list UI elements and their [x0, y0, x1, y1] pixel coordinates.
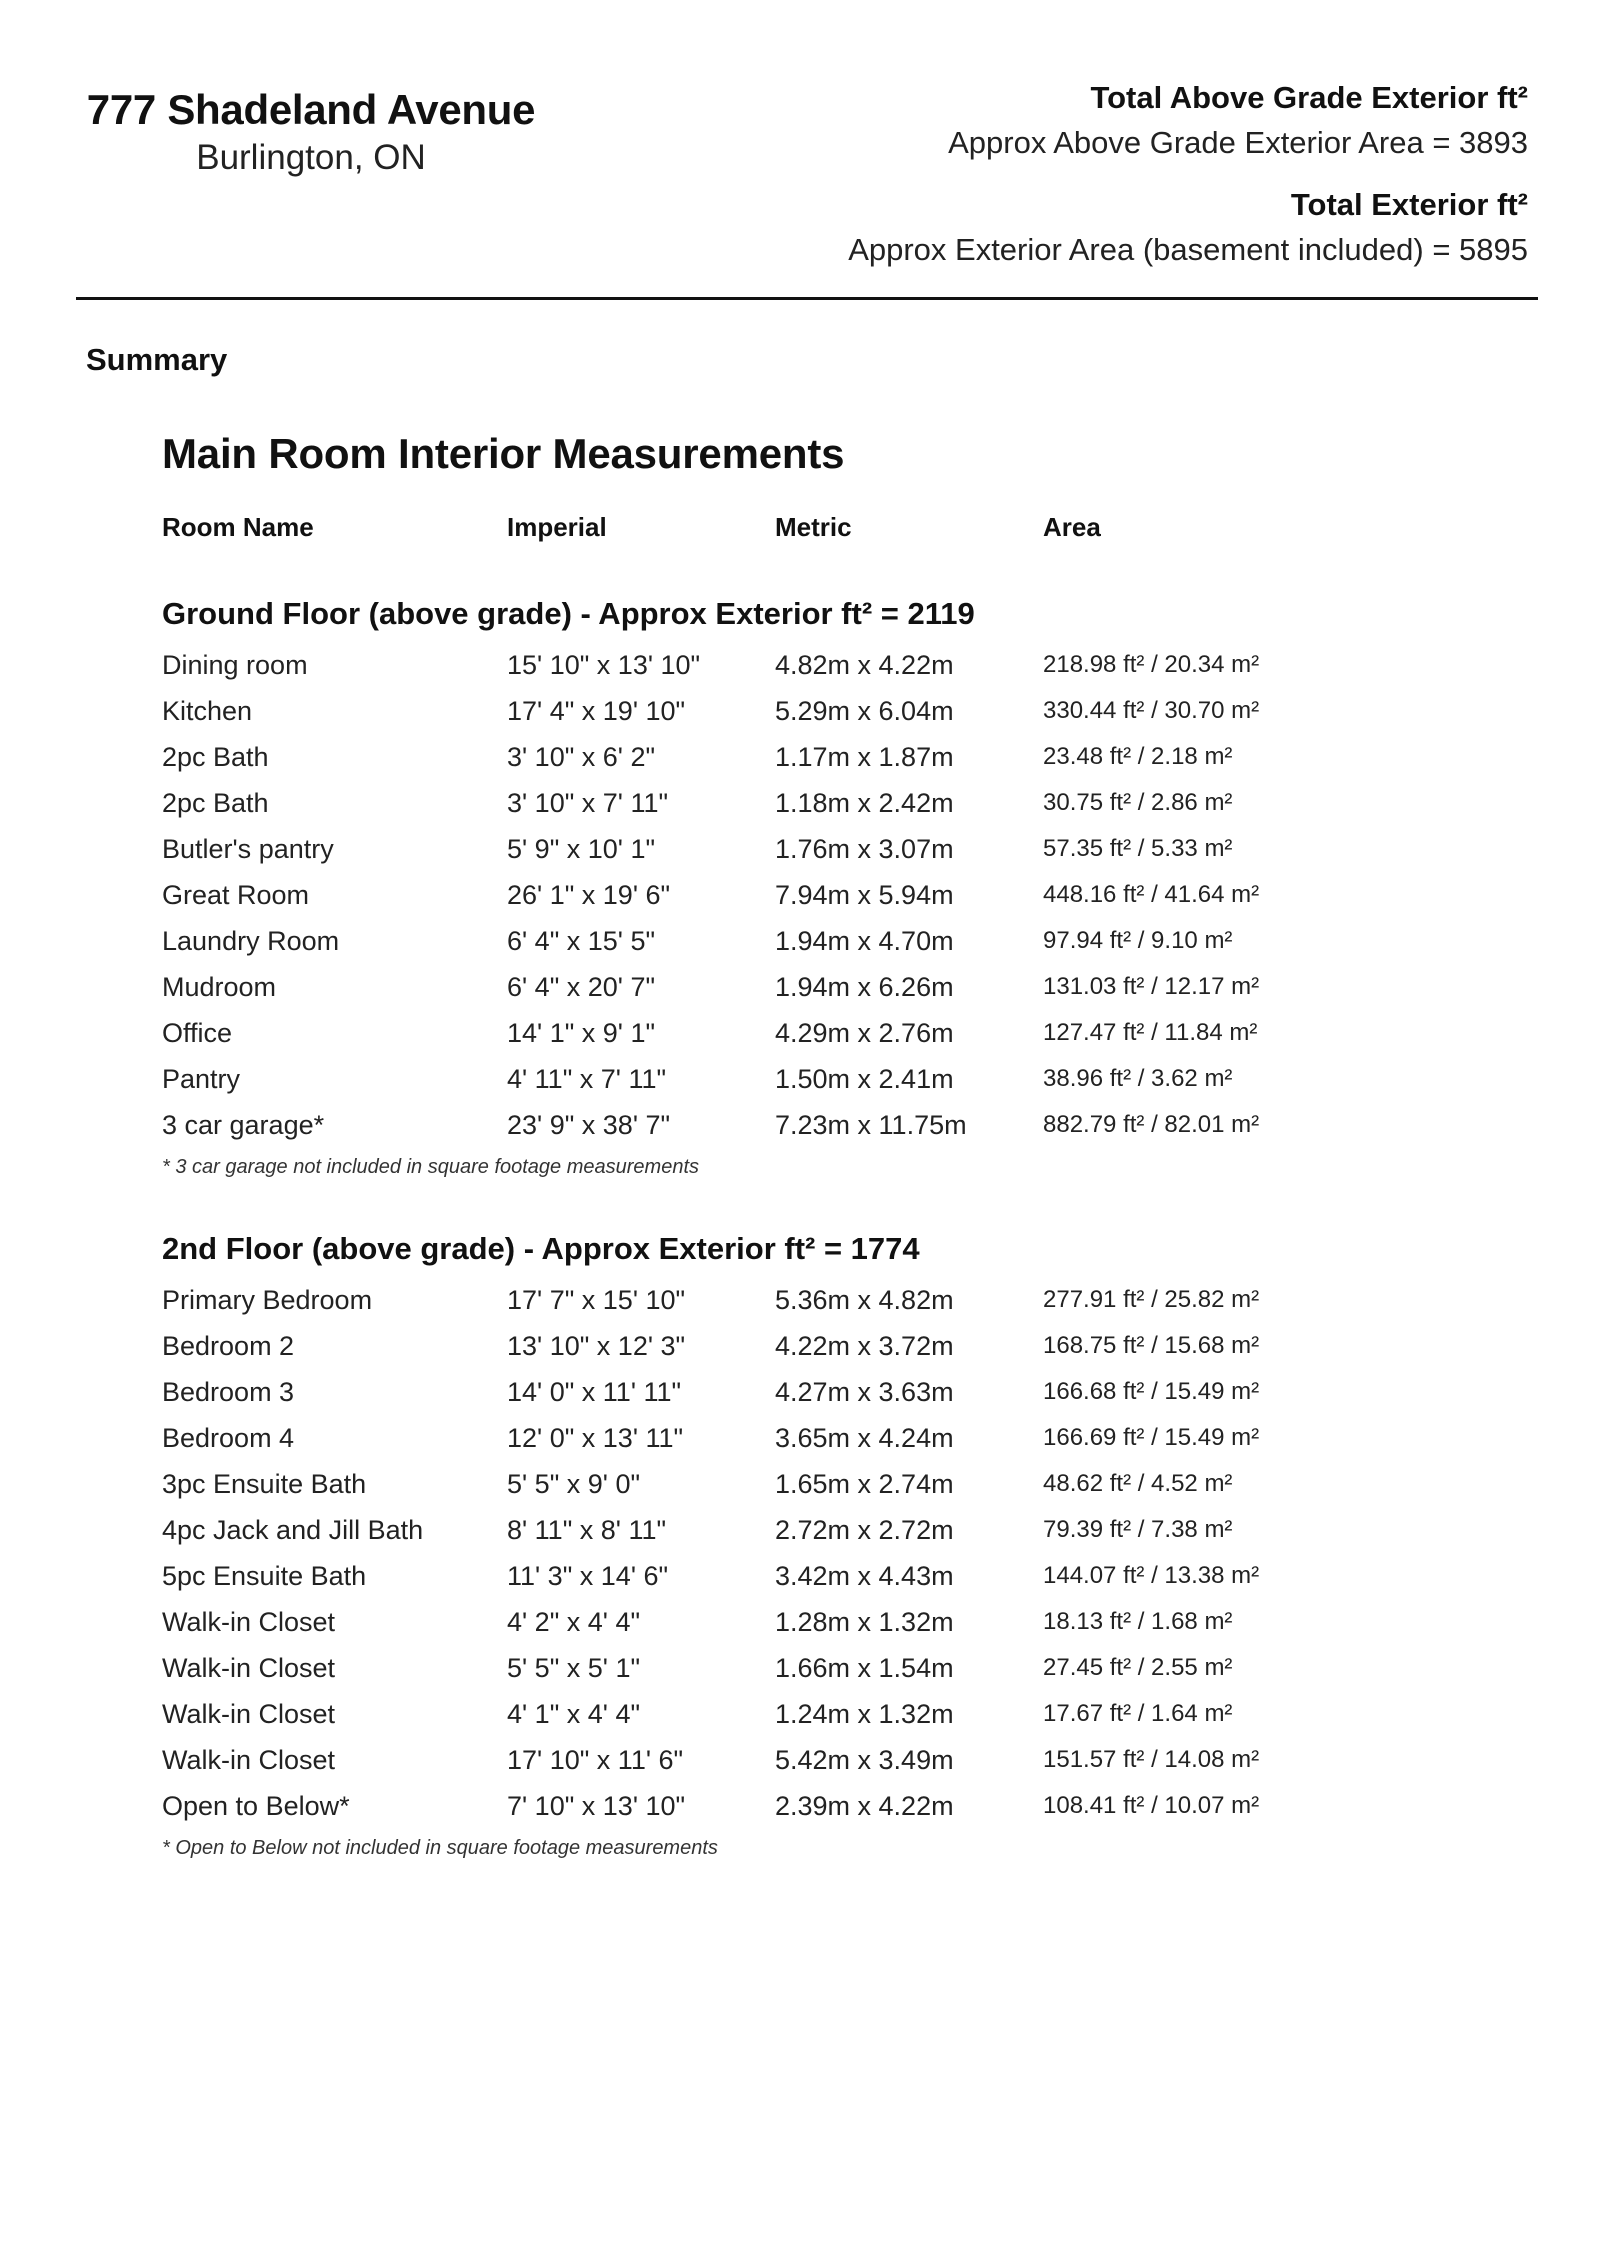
metric-dimensions: 5.36m x 4.82m [775, 1285, 954, 1315]
table-row [162, 872, 1462, 918]
room-area: 79.39 ft² / 7.38 m² [1043, 1516, 1233, 1543]
floor-title: 2nd Floor (above grade) - Approx Exterior ft² = 1774 [162, 1231, 920, 1266]
metric-dimensions: 4.29m x 2.76m [775, 1018, 954, 1048]
metric-dimensions: 2.72m x 2.72m [775, 1515, 954, 1545]
metric-dimensions: 1.17m x 1.87m [775, 742, 954, 772]
room-name: Open to Below* [162, 1791, 350, 1821]
measurements-section [162, 430, 1462, 1860]
column-header-imperial: Imperial [507, 512, 607, 542]
imperial-dimensions: 17' 7" x 15' 10" [507, 1285, 686, 1315]
room-name: Dining room [162, 650, 308, 680]
floor-title: Ground Floor (above grade) - Approx Exterior ft² = 2119 [162, 596, 975, 631]
table-row [162, 1645, 1462, 1691]
table-row [162, 734, 1462, 780]
floor-ground [162, 596, 1462, 1179]
metric-dimensions: 1.94m x 6.26m [775, 972, 954, 1002]
table-row [162, 780, 1462, 826]
room-list [162, 1277, 1462, 1829]
room-name: 3 car garage* [162, 1110, 325, 1140]
room-name: Bedroom 3 [162, 1377, 295, 1407]
metric-dimensions: 3.42m x 4.43m [775, 1561, 954, 1591]
table-row [162, 1323, 1462, 1369]
imperial-dimensions: 17' 4" x 19' 10" [507, 696, 686, 726]
room-area: 48.62 ft² / 4.52 m² [1043, 1470, 1233, 1497]
imperial-dimensions: 8' 11" x 8' 11" [507, 1515, 667, 1545]
metric-dimensions: 1.65m x 2.74m [775, 1469, 954, 1499]
room-name: 2pc Bath [162, 742, 269, 772]
metric-dimensions: 1.50m x 2.41m [775, 1064, 954, 1094]
totals-block [848, 80, 1528, 268]
metric-dimensions: 4.82m x 4.22m [775, 650, 954, 680]
room-area: 17.67 ft² / 1.64 m² [1043, 1700, 1233, 1727]
imperial-dimensions: 15' 10" x 13' 10" [507, 650, 701, 680]
room-area: 23.48 ft² / 2.18 m² [1043, 743, 1233, 770]
room-area: 168.75 ft² / 15.68 m² [1043, 1332, 1260, 1359]
room-area: 38.96 ft² / 3.62 m² [1043, 1065, 1233, 1092]
imperial-dimensions: 5' 5" x 5' 1" [507, 1653, 641, 1683]
table-row [162, 1599, 1462, 1645]
room-name: Walk-in Closet [162, 1653, 336, 1683]
imperial-dimensions: 6' 4" x 20' 7" [507, 972, 656, 1002]
header-divider [76, 297, 1538, 300]
table-row [162, 1102, 1462, 1148]
metric-dimensions: 5.42m x 3.49m [775, 1745, 954, 1775]
imperial-dimensions: 4' 1" x 4' 4" [507, 1699, 641, 1729]
room-name: 4pc Jack and Jill Bath [162, 1515, 424, 1545]
room-area: 18.13 ft² / 1.68 m² [1043, 1608, 1233, 1635]
total-exterior-heading: Total Exterior ft² [1290, 187, 1528, 222]
room-name: 5pc Ensuite Bath [162, 1561, 367, 1591]
room-name: Kitchen [162, 696, 253, 726]
table-row [162, 918, 1462, 964]
above-grade-value: Approx Above Grade Exterior Area = 3893 [948, 125, 1528, 160]
room-area: 108.41 ft² / 10.07 m² [1043, 1792, 1260, 1819]
column-header-area: Area [1043, 512, 1101, 542]
above-grade-heading: Total Above Grade Exterior ft² [1090, 80, 1528, 115]
imperial-dimensions: 4' 2" x 4' 4" [507, 1607, 641, 1637]
table-row [162, 1010, 1462, 1056]
imperial-dimensions: 12' 0" x 13' 11" [507, 1423, 684, 1453]
imperial-dimensions: 11' 3" x 14' 6" [507, 1561, 669, 1591]
table-row [162, 1056, 1462, 1102]
room-name: Laundry Room [162, 926, 340, 956]
table-row [162, 1461, 1462, 1507]
imperial-dimensions: 14' 0" x 11' 11" [507, 1377, 682, 1407]
metric-dimensions: 1.76m x 3.07m [775, 834, 954, 864]
floor-note: * 3 car garage not included in square footage measurements [162, 1156, 700, 1178]
metric-dimensions: 1.66m x 1.54m [775, 1653, 954, 1683]
summary-label: Summary [86, 342, 228, 377]
imperial-dimensions: 4' 11" x 7' 11" [507, 1064, 667, 1094]
room-area: 448.16 ft² / 41.64 m² [1043, 881, 1260, 908]
city: Burlington, ON [196, 138, 426, 177]
room-area: 127.47 ft² / 11.84 m² [1043, 1019, 1258, 1046]
room-area: 30.75 ft² / 2.86 m² [1043, 789, 1233, 816]
room-name: Primary Bedroom [162, 1285, 373, 1315]
metric-dimensions: 1.24m x 1.32m [775, 1699, 954, 1729]
metric-dimensions: 1.94m x 4.70m [775, 926, 954, 956]
imperial-dimensions: 5' 5" x 9' 0" [507, 1469, 641, 1499]
metric-dimensions: 5.29m x 6.04m [775, 696, 954, 726]
column-headers [162, 512, 1462, 548]
room-area: 27.45 ft² / 2.55 m² [1043, 1654, 1233, 1681]
metric-dimensions: 1.18m x 2.42m [775, 788, 954, 818]
metric-dimensions: 7.94m x 5.94m [775, 880, 954, 910]
table-row [162, 1691, 1462, 1737]
imperial-dimensions: 3' 10" x 6' 2" [507, 742, 656, 772]
room-name: 3pc Ensuite Bath [162, 1469, 367, 1499]
room-area: 330.44 ft² / 30.70 m² [1043, 697, 1260, 724]
imperial-dimensions: 3' 10" x 7' 11" [507, 788, 669, 818]
imperial-dimensions: 5' 9" x 10' 1" [507, 834, 656, 864]
table-row [162, 688, 1462, 734]
table-row [162, 1415, 1462, 1461]
room-name: Mudroom [162, 972, 277, 1002]
room-name: Butler's pantry [162, 834, 334, 864]
room-name: Bedroom 2 [162, 1331, 295, 1361]
room-area: 166.68 ft² / 15.49 m² [1043, 1378, 1260, 1405]
imperial-dimensions: 23' 9" x 38' 7" [507, 1110, 671, 1140]
room-area: 151.57 ft² / 14.08 m² [1043, 1746, 1260, 1773]
imperial-dimensions: 17' 10" x 11' 6" [507, 1745, 684, 1775]
imperial-dimensions: 7' 10" x 13' 10" [507, 1791, 686, 1821]
imperial-dimensions: 13' 10" x 12' 3" [507, 1331, 686, 1361]
street-address: 777 Shadeland Avenue [86, 86, 536, 133]
table-row [162, 1277, 1462, 1323]
metric-dimensions: 1.28m x 1.32m [775, 1607, 954, 1637]
imperial-dimensions: 6' 4" x 15' 5" [507, 926, 656, 956]
room-area: 166.69 ft² / 15.49 m² [1043, 1424, 1260, 1451]
metric-dimensions: 2.39m x 4.22m [775, 1791, 954, 1821]
room-area: 218.98 ft² / 20.34 m² [1043, 651, 1260, 678]
total-exterior-value: Approx Exterior Area (basement included) = 5895 [848, 232, 1528, 267]
room-area: 57.35 ft² / 5.33 m² [1043, 835, 1233, 862]
table-row [162, 826, 1462, 872]
section-title: Main Room Interior Measurements [162, 430, 845, 477]
table-row [162, 642, 1462, 688]
floor-note: * Open to Below not included in square footage measurements [162, 1837, 718, 1859]
room-name: Pantry [162, 1064, 241, 1094]
metric-dimensions: 7.23m x 11.75m [775, 1110, 967, 1140]
room-name: Great Room [162, 880, 310, 910]
room-list [162, 642, 1462, 1148]
room-name: Walk-in Closet [162, 1745, 336, 1775]
room-name: 2pc Bath [162, 788, 269, 818]
column-header-room-name: Room Name [162, 512, 314, 542]
metric-dimensions: 4.22m x 3.72m [775, 1331, 954, 1361]
room-name: Bedroom 4 [162, 1423, 295, 1453]
column-header-metric: Metric [775, 512, 852, 542]
room-area: 882.79 ft² / 82.01 m² [1043, 1111, 1260, 1138]
room-area: 131.03 ft² / 12.17 m² [1043, 973, 1260, 1000]
metric-dimensions: 4.27m x 3.63m [775, 1377, 954, 1407]
imperial-dimensions: 14' 1" x 9' 1" [507, 1018, 656, 1048]
room-name: Office [162, 1018, 233, 1048]
table-row [162, 1783, 1462, 1829]
room-area: 277.91 ft² / 25.82 m² [1043, 1286, 1260, 1313]
table-row [162, 1737, 1462, 1783]
room-name: Walk-in Closet [162, 1607, 336, 1637]
table-row [162, 1507, 1462, 1553]
room-name: Walk-in Closet [162, 1699, 336, 1729]
room-area: 97.94 ft² / 9.10 m² [1043, 927, 1233, 954]
table-row [162, 964, 1462, 1010]
floor-second [162, 1231, 1462, 1860]
address-block [86, 86, 536, 178]
imperial-dimensions: 26' 1" x 19' 6" [507, 880, 671, 910]
table-row [162, 1553, 1462, 1599]
room-area: 144.07 ft² / 13.38 m² [1043, 1562, 1260, 1589]
table-row [162, 1369, 1462, 1415]
metric-dimensions: 3.65m x 4.24m [775, 1423, 954, 1453]
